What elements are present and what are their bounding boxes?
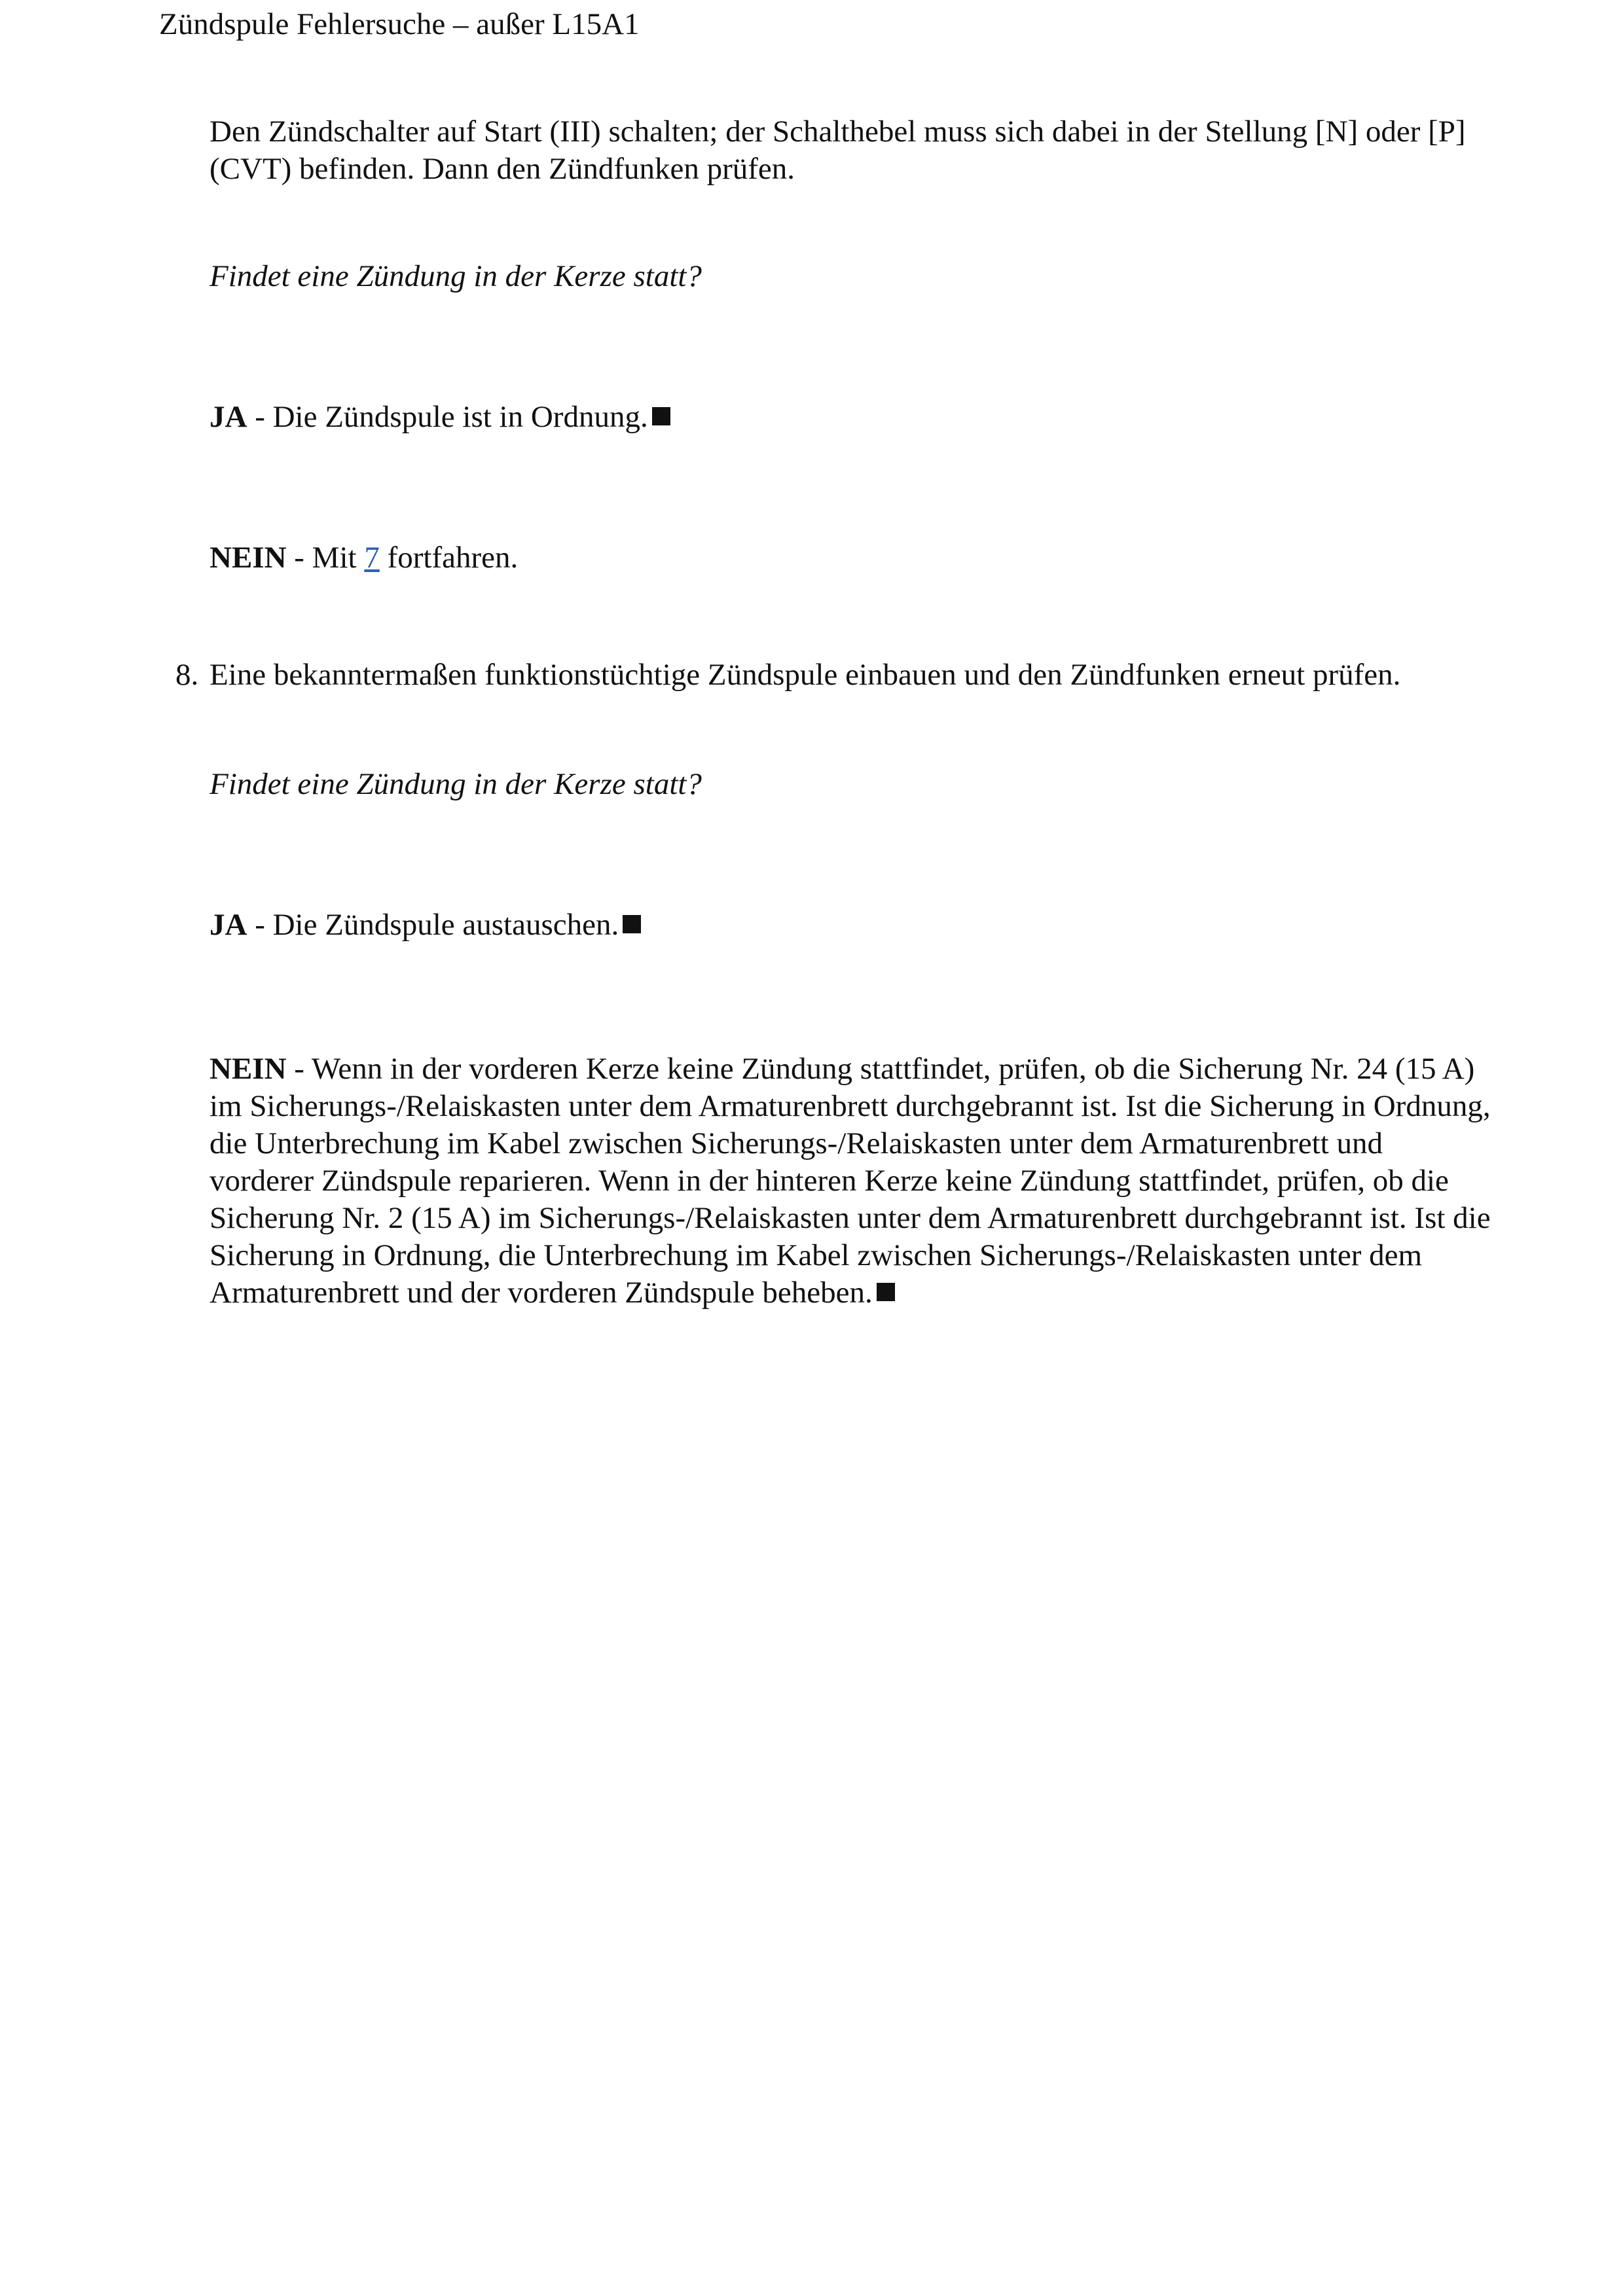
step8-no-answer [210, 1050, 1493, 1312]
step8-yes-answer [210, 906, 1493, 944]
stop-square-icon [623, 915, 641, 933]
step-number: 8. [175, 658, 199, 692]
no-text-before: - Mit [286, 541, 365, 575]
yes-label: JA [210, 400, 247, 434]
step7-instruction: Den Zündschalter auf Start (III) schalten; der Schalthebel muss sich dabei in der Stellung [N] oder [P] (CVT) befinden. Dann den Zündfunken prüfen. [210, 115, 1466, 186]
no-label: NEIN [210, 541, 287, 575]
step8-instruction: Eine bekanntermaßen funktionstüchtige Zündspule einbauen und den Zündfunken erneut prüfen. [210, 658, 1401, 692]
no-text-after: fortfahren. [379, 541, 519, 575]
page-title: Zündspule Fehlersuche – außer L15A1 [159, 7, 640, 41]
step8-question: Findet eine Zündung in der Kerze statt? [210, 767, 702, 801]
yes-label: JA [210, 908, 247, 942]
stop-square-icon [877, 1283, 895, 1301]
stop-square-icon [652, 407, 670, 425]
step7-no-answer [210, 539, 1493, 577]
yes-text: - Die Zündspule ist in Ordnung. [247, 400, 648, 434]
step-7-link[interactable]: 7 [364, 541, 380, 575]
yes-text: - Die Zündspule austauschen. [247, 908, 619, 942]
step7-yes-answer [210, 399, 1493, 436]
no-text: - Wenn in der vorderen Kerze keine Zündung stattfindet, prüfen, ob die Sicherung Nr. 24 (15 A) im Sicherungs-/Relaiskasten unter dem Armaturenbrett durchgebrannt ist. Ist die Sicherung in Ordnung, die Unterbrechung im Kabel zwischen Sicherungs-/Relaiskasten unter dem Armaturenbrett und vorderer Zündspule reparieren. Wenn in der hinteren Kerze keine Zündung stattfindet, prüfen, ob die Sicherung Nr. 2 (15 A) im Sicherungs-/Relaiskasten unter dem Armaturenbrett durchgebrannt ist. Ist die Sicherung in Ordnung, die Unterbrechung im Kabel zwischen Sicherungs-/Relaiskasten unter dem Armaturenbrett und der vorderen Zündspule beheben. [210, 1052, 1491, 1310]
step7-question: Findet eine Zündung in der Kerze statt? [210, 259, 702, 293]
no-label: NEIN [210, 1052, 287, 1086]
